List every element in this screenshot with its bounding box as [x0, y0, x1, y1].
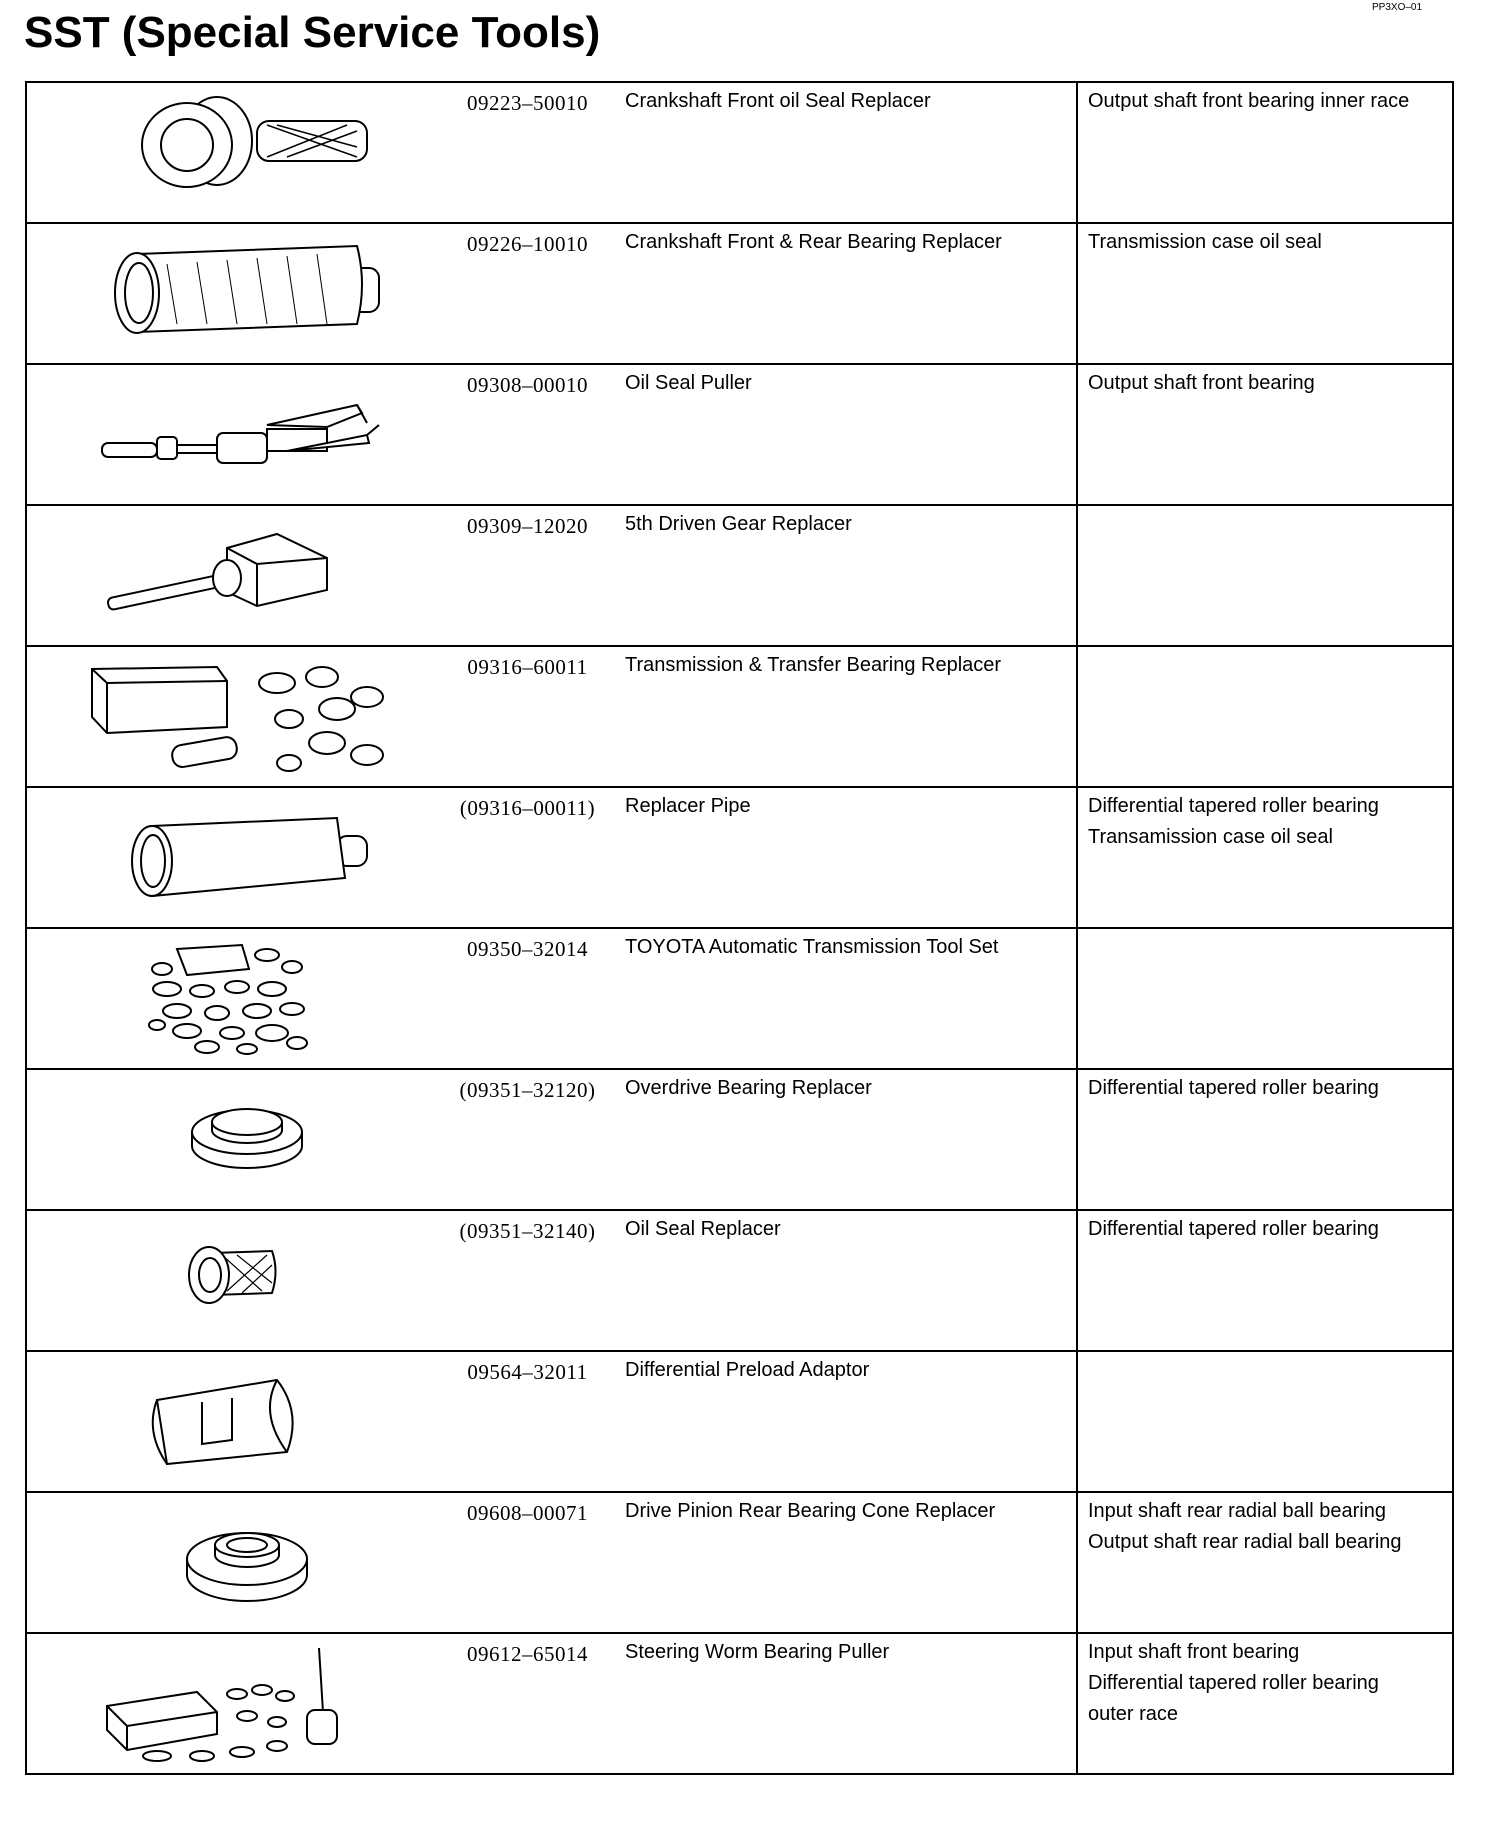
part-number: 09564–32011 — [438, 1351, 617, 1492]
usage-line: Differential tapered roller bearing — [1088, 1077, 1379, 1099]
part-number: 09316–60011 — [438, 646, 617, 787]
tool-usage — [1077, 1492, 1453, 1633]
tool-name: 5th Driven Gear Replacer — [617, 505, 1077, 646]
tool-name: Steering Worm Bearing Puller — [617, 1633, 1077, 1774]
usage-line: Differential tapered roller bearing — [1088, 1218, 1379, 1240]
usage-line: outer race — [1088, 1703, 1179, 1725]
table-row — [26, 1633, 1453, 1774]
part-number: 09223–50010 — [438, 82, 617, 223]
tool-name: Oil Seal Puller — [617, 364, 1077, 505]
tool-name: Drive Pinion Rear Bearing Cone Replacer — [617, 1492, 1077, 1633]
tool-name: TOYOTA Automatic Transmission Tool Set — [617, 928, 1077, 1069]
tool-usage — [1077, 223, 1453, 364]
table-row — [26, 364, 1453, 505]
tool-usage — [1077, 787, 1453, 928]
part-number: 09308–00010 — [438, 364, 617, 505]
part-number: 09226–10010 — [438, 223, 617, 364]
tool-usage — [1077, 646, 1453, 787]
tool-image-cell — [26, 1069, 438, 1210]
tool-usage — [1077, 928, 1453, 1069]
part-number: 09608–00071 — [438, 1492, 617, 1633]
usage-line: Output shaft rear radial ball bearing — [1088, 1531, 1402, 1553]
table-row — [26, 1351, 1453, 1492]
part-number: (09351–32120) — [438, 1069, 617, 1210]
automatic-transmission-tool-set-illustration — [27, 929, 439, 1068]
tool-usage — [1077, 1633, 1453, 1774]
part-number: 09309–12020 — [438, 505, 617, 646]
tool-usage — [1077, 364, 1453, 505]
tool-name: Replacer Pipe — [617, 787, 1077, 928]
tool-name: Differential Preload Adaptor — [617, 1351, 1077, 1492]
table-row — [26, 1069, 1453, 1210]
tool-name: Oil Seal Replacer — [617, 1210, 1077, 1351]
tool-usage — [1077, 1069, 1453, 1210]
tool-image-cell — [26, 1210, 438, 1351]
table-row — [26, 928, 1453, 1069]
tool-image-cell — [26, 1492, 438, 1633]
oil-seal-replacer-illustration — [27, 1211, 439, 1350]
part-number: 09612–65014 — [438, 1633, 617, 1774]
sst-table — [25, 81, 1454, 1775]
page-title: SST (Special Service Tools) — [24, 8, 601, 57]
driven-gear-replacer-illustration — [27, 506, 439, 645]
steering-worm-bearing-puller-illustration — [27, 1634, 439, 1773]
overdrive-bearing-replacer-illustration — [27, 1070, 439, 1209]
tool-usage — [1077, 1351, 1453, 1492]
tool-name: Transmission & Transfer Bearing Replacer — [617, 646, 1077, 787]
tool-image-cell — [26, 505, 438, 646]
crankshaft-front-oil-seal-replacer-illustration — [27, 83, 439, 222]
oil-seal-puller-illustration — [27, 365, 439, 504]
table-row — [26, 505, 1453, 646]
tool-image-cell — [26, 223, 438, 364]
tool-image-cell — [26, 364, 438, 505]
crankshaft-bearing-replacer-illustration — [27, 224, 439, 363]
usage-line: Differential tapered roller bearing — [1088, 1672, 1379, 1694]
part-number: (09316–00011) — [438, 787, 617, 928]
tool-usage — [1077, 505, 1453, 646]
tool-image-cell — [26, 1351, 438, 1492]
table-row — [26, 646, 1453, 787]
replacer-pipe-illustration — [27, 788, 439, 927]
differential-preload-adaptor-illustration — [27, 1352, 439, 1491]
tool-image-cell — [26, 787, 438, 928]
table-row — [26, 1210, 1453, 1351]
document-code: PP3XO–01 — [1372, 2, 1423, 13]
table-row — [26, 82, 1453, 223]
tool-usage — [1077, 82, 1453, 223]
usage-line: Transamission case oil seal — [1088, 826, 1333, 848]
tool-image-cell — [26, 646, 438, 787]
usage-line: Output shaft front bearing — [1088, 372, 1315, 394]
table-row — [26, 787, 1453, 928]
table-row — [26, 1492, 1453, 1633]
table-row — [26, 223, 1453, 364]
tool-usage — [1077, 1210, 1453, 1351]
usage-line: Differential tapered roller bearing — [1088, 795, 1379, 817]
drive-pinion-bearing-cone-replacer-illustration — [27, 1493, 439, 1632]
tool-image-cell — [26, 928, 438, 1069]
usage-line: Input shaft front bearing — [1088, 1641, 1300, 1663]
usage-line: Output shaft front bearing inner race — [1088, 90, 1410, 112]
tool-name: Crankshaft Front & Rear Bearing Replacer — [617, 223, 1077, 364]
tool-name: Crankshaft Front oil Seal Replacer — [617, 82, 1077, 223]
usage-line: Transmission case oil seal — [1088, 231, 1322, 253]
usage-line: Input shaft rear radial ball bearing — [1088, 1500, 1386, 1522]
tool-image-cell — [26, 1633, 438, 1774]
tool-image-cell — [26, 82, 438, 223]
part-number: 09350–32014 — [438, 928, 617, 1069]
tool-name: Overdrive Bearing Replacer — [617, 1069, 1077, 1210]
bearing-replacer-set-illustration — [27, 647, 439, 786]
part-number: (09351–32140) — [438, 1210, 617, 1351]
